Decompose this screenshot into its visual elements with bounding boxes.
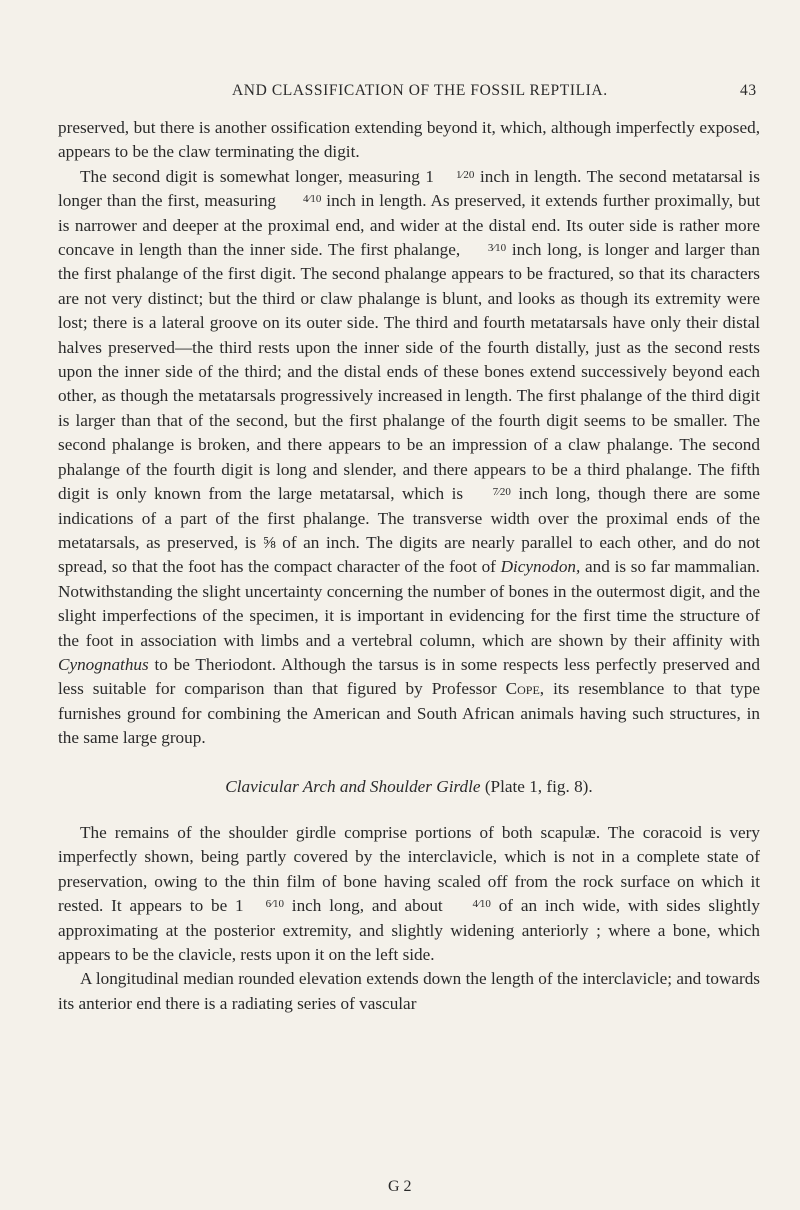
genus-name: Dicynodon, — [500, 557, 581, 577]
fraction: 6⁄10 — [265, 898, 284, 911]
paragraph-2: The second digit is somewhat longer, measuring 1 1⁄20 inch in length. The second metatarsal is longer than the first, measuring 4⁄10 inch in length. As preserved, it extends further proximally, but is narrower and deeper at the proximal end, and wider at the distal end. Its outer side is rather more concave in length than the inner side. The first phalange, 3⁄10 inch long, is longer and larger than the first phalange of the first digit. The second phalange appears to be fractured, so that its characters are not very distinct; but the third or claw phalange is blunt, and looks as though its extremity were lost; there is a lateral groove on its outer side. The third and fourth metatarsals have only their distal halves preserved—the third rests upon the inner side of the fourth distally, just as the second rests upon the inner side of the third; and the distal ends of these bones extend successively beyond each other, as though the metatarsals progressively increased in length. The first phalange of the third digit is larger than that of the second, but the first phalange of the fourth digit seems to be smaller. The second phalange is broken, and there appears to be an impression of a claw phalange. The second phalange of the fourth digit is long and slender, and there appears to be a third phalange. The fifth digit is only known from the large metatarsal, which is 7⁄20 inch long, though there are some indications of a part of the first phalange. The transverse width over the proximal ends of the metatarsals, as preserved, is ⅝ of an inch. The digits are nearly parallel to each other, and do not spread, so that the foot has the compact character of the foot of Dicynodon, and is so far mammalian. Notwithstanding the slight uncertainty concerning the number of bones in the outermost digit, and the slight imperfections of the specimen, it is important in evidencing for the first time the structure of the foot in association with limbs and a vertebral column, which are shown by their affinity with Cynognathus to be Theriodont. Although the tarsus is in some respects less perfectly preserved and less suitable for comparison than that figured by Professor Cope, its resemblance to that type furnishes ground for combining the American and South African animals having such structures, in the same large group. — [58, 166, 760, 748]
running-head-title: AND CLASSIFICATION OF THE FOSSIL REPTILIA. — [232, 82, 608, 99]
page-number: 43 — [740, 82, 757, 99]
fraction: 7⁄20 — [492, 486, 511, 499]
section-heading: Clavicular Arch and Shoulder Girdle (Plate 1, fig. 8). — [225, 776, 593, 796]
genus-name: Cynognathus — [58, 654, 149, 674]
fraction: 4⁄10 — [472, 898, 491, 911]
body-text — [58, 116, 760, 1016]
paragraph-1: preserved, but there is another ossification extending beyond it, which, although imperfectly exposed, appears to be the claw terminating the digit. — [58, 118, 760, 162]
fraction: 4⁄10 — [302, 193, 322, 206]
fraction: 1⁄20 — [456, 168, 475, 181]
paragraph-4: A longitudinal median rounded elevation extends down the length of the interclavicle; and towards its anterior end there is a radiating series of vascular — [58, 969, 760, 1013]
fraction: 3⁄10 — [487, 242, 507, 255]
paragraph-3: The remains of the shoulder girdle comprise portions of both scapulæ. The coracoid is very imperfectly shown, being partly covered by the interclavicle, which is not in a complete state of preservation, owing to the thin film of bone having scaled off from the rock surface on which it rested. It appears to be 1 6⁄10 inch long, and about 4⁄10 of an inch wide, with sides slightly approximating at the posterior extremity, and slightly widening anteriorly ; where a bone, which appears to be the clavicle, rests upon it on the left side. — [58, 822, 760, 964]
signature-mark: G 2 — [388, 1178, 412, 1195]
fraction: ⅝ — [262, 532, 276, 552]
author-name: Cope — [505, 679, 540, 699]
